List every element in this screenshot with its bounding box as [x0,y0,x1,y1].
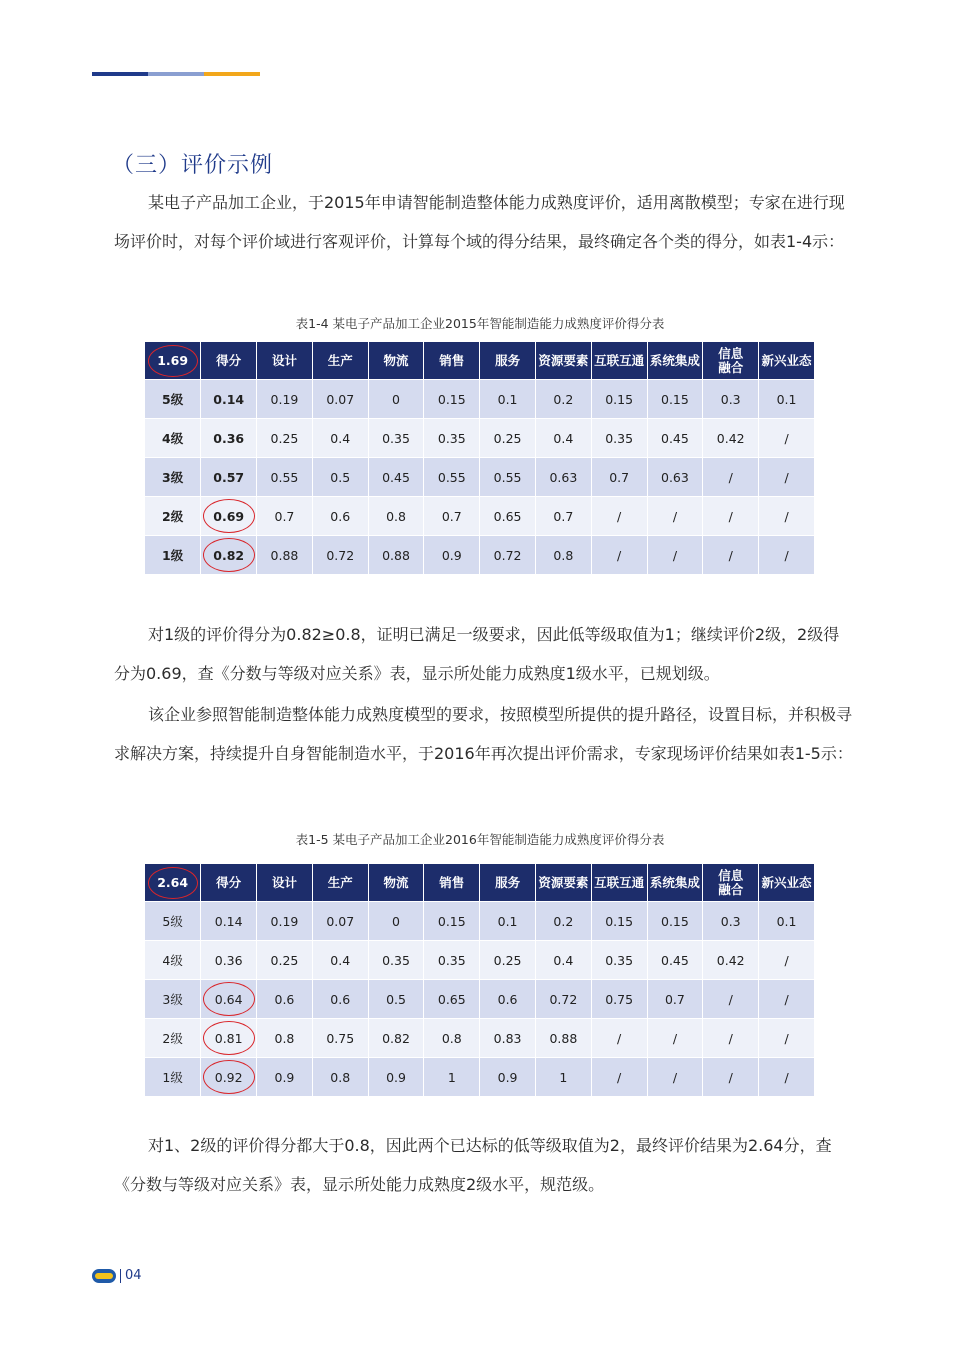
domain-score: 0.72 [480,536,536,575]
domain-score: 0.55 [480,458,536,497]
domain-score: 0.45 [647,419,703,458]
column-header: 物流 [368,864,424,902]
domain-score: 0.9 [480,1058,536,1097]
domain-score: 1 [535,1058,591,1097]
domain-score: 0.45 [368,458,424,497]
domain-score: 0.35 [368,419,424,458]
column-header: 得分 [201,342,257,380]
column-header: 互联互通 [591,864,647,902]
domain-score: / [759,536,815,575]
level-label: 1级 [145,1058,201,1097]
highlight-circle-icon [203,538,255,572]
column-header: 信息 融合 [703,342,759,380]
level-score: 0.92 [201,1058,257,1097]
domain-score: 0.7 [257,497,313,536]
page-number: 04 [125,1268,142,1283]
cesi-logo-icon [92,1269,116,1283]
highlight-circle-icon [148,867,198,899]
domain-score: 0.8 [312,1058,368,1097]
paragraph-improvement: 该企业参照智能制造整体能力成熟度模型的要求，按照模型所提供的提升路径，设置目标，并积极寻求解决方案，持续提升自身智能制造水平，于2016年再次提出评价需求，专家现场评价结果如表1-5示： [114,705,853,763]
table-row [145,1019,815,1058]
domain-score: 0.83 [480,1019,536,1058]
domain-score: 0.19 [257,902,313,941]
domain-score: 0.65 [480,497,536,536]
table-header-row [145,342,815,380]
section-heading: （三）评价示例 [112,153,274,178]
footer-divider [120,1269,121,1283]
domain-score: 1 [424,1058,480,1097]
column-header: 信息 融合 [703,864,759,902]
domain-score: / [703,1019,759,1058]
level-score: 0.64 [201,980,257,1019]
domain-score: 0.4 [312,941,368,980]
level-score: 0.82 [201,536,257,575]
domain-score: 0.15 [591,380,647,419]
domain-score: / [647,536,703,575]
level-score: 0.69 [201,497,257,536]
domain-score: 0.72 [312,536,368,575]
domain-score: 0.1 [480,902,536,941]
domain-score: 0.8 [424,1019,480,1058]
column-header: 服务 [480,342,536,380]
domain-score: / [703,497,759,536]
domain-score: 0.15 [647,380,703,419]
domain-score: 0.65 [424,980,480,1019]
domain-score: 0.7 [424,497,480,536]
level-label: 3级 [145,980,201,1019]
domain-score: / [703,980,759,1019]
column-header: 互联互通 [591,342,647,380]
score-table-2016 [145,864,815,1096]
total-score-cell [145,342,201,380]
domain-score: 0.9 [424,536,480,575]
domain-score: 0.5 [312,458,368,497]
total-score-cell [145,864,201,902]
table-header-row [145,864,815,902]
column-header: 资源要素 [535,864,591,902]
domain-score: 0.07 [312,380,368,419]
domain-score: 0.88 [368,536,424,575]
domain-score: 0.42 [703,419,759,458]
domain-score: 0.6 [312,497,368,536]
domain-score: 0.9 [257,1058,313,1097]
column-header: 设计 [257,864,313,902]
domain-score: / [759,1019,815,1058]
level-score: 0.81 [201,1019,257,1058]
domain-score: / [703,458,759,497]
highlight-circle-icon [203,1060,255,1094]
paragraph-analysis-2015: 对1级的评价得分为0.82≥0.8，证明已满足一级要求，因此低等级取值为1；继续评价2级，2级得分为0.69，查《分数与等级对应关系》表，显示所处能力成熟度1级水平，已规划级。 [114,625,840,683]
domain-score: 0.35 [424,941,480,980]
domain-score: 0 [368,380,424,419]
domain-score: / [759,941,815,980]
domain-score: 0.9 [368,1058,424,1097]
level-label: 1级 [145,536,201,575]
level-score: 0.14 [201,380,257,419]
highlight-circle-icon [203,499,255,533]
domain-score: 0.15 [424,380,480,419]
accent-segment-blue [92,72,148,76]
level-label: 5级 [145,902,201,941]
table1-caption: 表1-4 某电子产品加工企业2015年智能制造能力成熟度评价得分表 [295,316,665,331]
domain-score: / [703,1058,759,1097]
accent-segment-lightblue [148,72,204,76]
level-score: 0.14 [201,902,257,941]
domain-score: / [759,419,815,458]
domain-score: / [759,458,815,497]
domain-score: / [591,1019,647,1058]
domain-score: 0.07 [312,902,368,941]
domain-score: / [591,536,647,575]
domain-score: / [647,1019,703,1058]
level-label: 5级 [145,380,201,419]
domain-score: / [591,1058,647,1097]
level-label: 3级 [145,458,201,497]
column-header: 新兴业态 [759,342,815,380]
column-header: 销售 [424,342,480,380]
column-header: 物流 [368,342,424,380]
domain-score: 0.6 [257,980,313,1019]
domain-score: 0.63 [535,458,591,497]
highlight-circle-icon [203,982,255,1016]
domain-score: 0.6 [480,980,536,1019]
domain-score: 0.42 [703,941,759,980]
table-row [145,980,815,1019]
level-label: 2级 [145,497,201,536]
table2-caption: 表1-5 某电子产品加工企业2016年智能制造能力成熟度评价得分表 [295,832,665,847]
table-row [145,419,815,458]
domain-score: 0.25 [480,941,536,980]
domain-score: 0.1 [759,902,815,941]
level-label: 4级 [145,419,201,458]
domain-score: 0.75 [312,1019,368,1058]
domain-score: 0.82 [368,1019,424,1058]
domain-score: 0.15 [424,902,480,941]
level-score: 0.36 [201,419,257,458]
domain-score: / [759,1058,815,1097]
highlight-circle-icon [203,1021,255,1055]
domain-score: 0 [368,902,424,941]
domain-score: 0.7 [591,458,647,497]
domain-score: 0.25 [480,419,536,458]
table-row [145,941,815,980]
domain-score: / [759,980,815,1019]
paragraph-analysis-2016: 对1、2级的评价得分都大于0.8，因此两个已达标的低等级取值为2，最终评价结果为2.64分，查《分数与等级对应关系》表，显示所处能力成熟度2级水平，规范级。 [114,1136,832,1194]
domain-score: 0.7 [647,980,703,1019]
domain-score: 0.35 [424,419,480,458]
domain-score: 0.1 [480,380,536,419]
domain-score: 0.75 [591,980,647,1019]
accent-segment-orange [204,72,260,76]
domain-score: 0.15 [591,902,647,941]
level-label: 2级 [145,1019,201,1058]
domain-score: 0.72 [535,980,591,1019]
total-score-value: 1.69 [157,352,189,368]
domain-score: 0.15 [647,902,703,941]
column-header: 服务 [480,864,536,902]
domain-score: / [647,497,703,536]
domain-score: 0.6 [312,980,368,1019]
table-row [145,380,815,419]
level-label: 4级 [145,941,201,980]
highlight-circle-icon [148,345,198,377]
domain-score: 0.4 [312,419,368,458]
domain-score: 0.19 [257,380,313,419]
table-row [145,497,815,536]
domain-score: 0.4 [535,419,591,458]
domain-score: 0.35 [368,941,424,980]
domain-score: / [591,497,647,536]
column-header: 系统集成 [647,864,703,902]
paragraph-intro: 某电子产品加工企业，于2015年申请智能制造整体能力成熟度评价，适用离散模型；专家在进行现场评价时，对每个评价域进行客观评价，计算每个域的得分结果，最终确定各个类的得分，如表1-4示： [114,193,845,251]
domain-score: 0.1 [759,380,815,419]
column-header: 资源要素 [535,342,591,380]
domain-score: 0.8 [535,536,591,575]
domain-score: 0.3 [703,902,759,941]
column-header: 设计 [257,342,313,380]
total-score-value: 2.64 [157,874,189,890]
domain-score: 0.88 [535,1019,591,1058]
table-row [145,902,815,941]
domain-score: 0.7 [535,497,591,536]
domain-score: / [759,497,815,536]
domain-score: 0.63 [647,458,703,497]
domain-score: / [703,536,759,575]
column-header: 生产 [312,342,368,380]
domain-score: 0.45 [647,941,703,980]
score-table-2015 [145,342,815,574]
domain-score: 0.2 [535,380,591,419]
table-row [145,536,815,575]
domain-score: 0.4 [535,941,591,980]
domain-score: 0.35 [591,419,647,458]
domain-score: 0.25 [257,941,313,980]
column-header: 得分 [201,864,257,902]
domain-score: 0.25 [257,419,313,458]
column-header: 系统集成 [647,342,703,380]
domain-score: 0.2 [535,902,591,941]
column-header: 生产 [312,864,368,902]
domain-score: 0.88 [257,536,313,575]
domain-score: 0.8 [368,497,424,536]
table-row [145,1058,815,1097]
domain-score: 0.3 [703,380,759,419]
domain-score: 0.8 [257,1019,313,1058]
top-accent-bar [92,72,260,76]
domain-score: 0.55 [424,458,480,497]
domain-score: 0.5 [368,980,424,1019]
level-score: 0.36 [201,941,257,980]
domain-score: / [647,1058,703,1097]
domain-score: 0.35 [591,941,647,980]
column-header: 销售 [424,864,480,902]
level-score: 0.57 [201,458,257,497]
domain-score: 0.55 [257,458,313,497]
column-header: 新兴业态 [759,864,815,902]
page-footer [92,1268,142,1283]
table-row [145,458,815,497]
